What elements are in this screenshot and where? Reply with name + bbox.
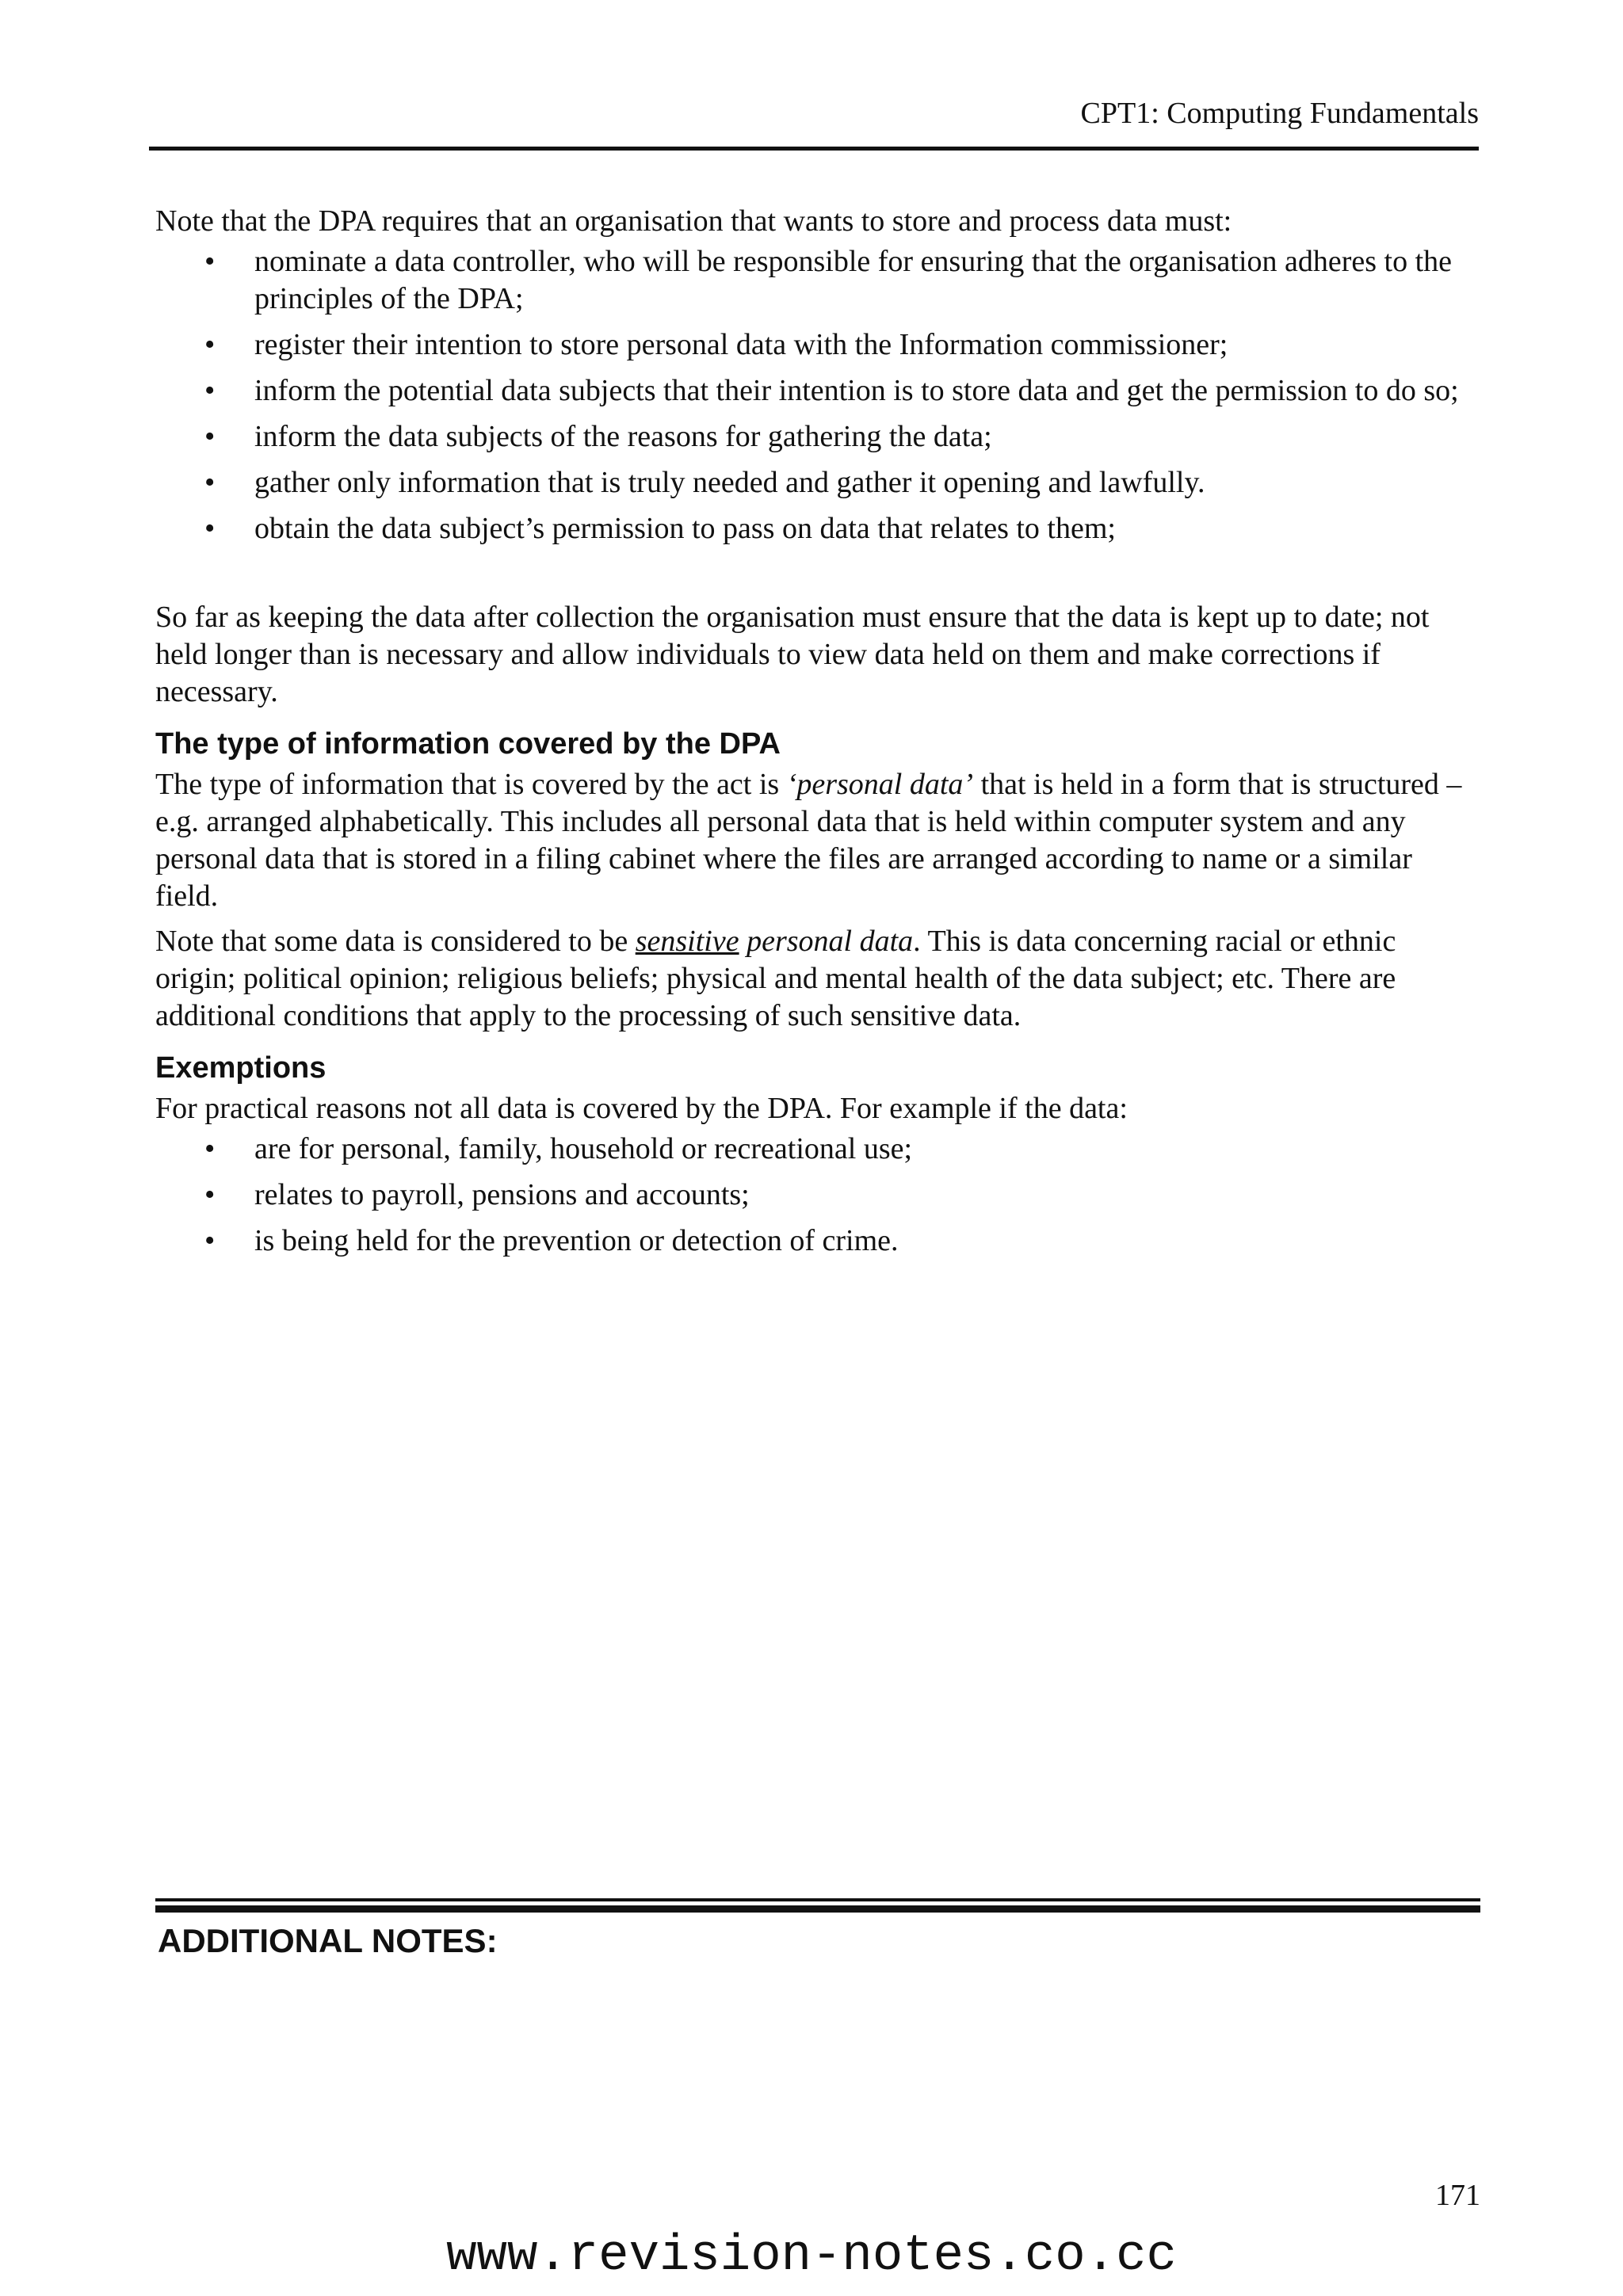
dpa-requirements-list [155,243,1480,547]
footer-url: www.revision-notes.co.cc [446,2228,1177,2285]
list-item: • relates to payroll, pensions and accounts; [155,1177,1480,1214]
additional-notes-heading: ADDITIONAL NOTES: [158,1922,498,1959]
list-item: • inform the data subjects of the reasons for gathering the data; [155,418,1480,456]
personal-data-paragraph: The type of information that is covered by the act is ‘personal data’ that is held in a form that is structured – e.g. arranged alphabetically. This includes all personal data that is held within computer system and any personal data that is stored in a filing cabinet where the files are arranged according to name or a similar field. [155,768,1462,913]
section-heading-exemptions: Exemptions [155,1051,327,1085]
emphasis-text: personal data [747,925,914,958]
notes-divider-thin [155,1898,1480,1901]
page-body [155,203,1480,1268]
list-item: • is being held for the prevention or detection of crime. [155,1222,1480,1260]
header-rule [149,147,1479,151]
sensitive-data-paragraph: Note that some data is considered to be sensitive personal data. This is data concerning racial or ethnic origin; political opinion; religious beliefs; physical and mental health of the data subject; etc. There are additional conditions that apply to the processing of such sensitive data. [155,925,1396,1032]
list-item: • register their intention to store personal data with the Information commissioner; [155,326,1480,364]
running-header: CPT1: Computing Fundamentals [1080,97,1479,130]
exemptions-paragraph: For practical reasons not all data is covered by the DPA. For example if the data: [155,1092,1128,1125]
page-number: 171 [1435,2179,1480,2212]
keeping-data-paragraph: So far as keeping the data after collection the organisation must ensure that the data is kept up to date; not held longer than is necessary and allow individuals to view data held on them and make corrections if necessary. [155,601,1430,708]
intro-paragraph: Note that the DPA requires that an organisation that wants to store and process data must: [155,204,1232,238]
exemptions-list [155,1131,1480,1260]
list-item: • nominate a data controller, who will be responsible for ensuring that the organisation adheres to the principles of the DPA; [155,243,1480,318]
list-item: • obtain the data subject’s permission to pass on data that relates to them; [155,510,1480,547]
underlined-emphasis-text: sensitive [635,925,739,958]
notes-divider-thick [155,1905,1480,1913]
emphasis-text: ‘personal data’ [786,768,974,801]
list-item: • inform the potential data subjects that their intention is to store data and get the permission to do so; [155,372,1480,410]
list-item: • are for personal, family, household or recreational use; [155,1131,1480,1168]
list-item: • gather only information that is truly needed and gather it opening and lawfully. [155,464,1480,502]
section-heading-type: The type of information covered by the DPA [155,727,781,761]
